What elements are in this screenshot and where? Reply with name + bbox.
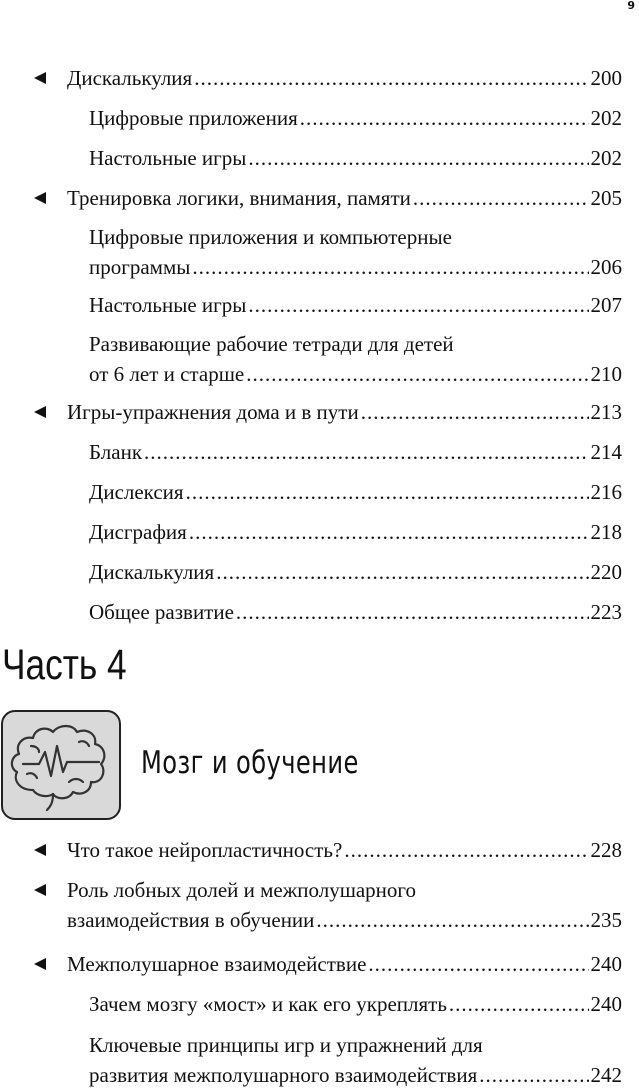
toc-page: 220 <box>590 560 622 584</box>
toc-page: 228 <box>590 838 622 862</box>
toc-page: 205 <box>590 186 622 210</box>
section-icon-box <box>1 710 121 820</box>
toc-title: Бланк <box>89 440 143 464</box>
toc-page: 218 <box>590 520 622 544</box>
toc-title: Дислексия <box>89 480 184 504</box>
toc-line <box>67 835 622 865</box>
toc-title: Зачем мозгу «мост» и как его укреплять <box>89 992 447 1016</box>
toc-line <box>89 989 622 1019</box>
triangle-bullet-icon <box>34 884 46 896</box>
toc-title: Что такое нейропластичность? <box>67 838 343 862</box>
toc-title: взаимодействия в обучении <box>67 908 315 932</box>
toc-line <box>89 1060 622 1090</box>
toc-page: 242 <box>590 1063 622 1087</box>
toc-page: 213 <box>590 400 622 424</box>
toc-line <box>89 103 622 133</box>
toc-line <box>67 905 622 935</box>
toc-page: 240 <box>590 992 622 1016</box>
triangle-bullet-icon <box>34 406 46 418</box>
toc-title: Межполушарное взаимодействие <box>67 952 367 976</box>
toc-title: Общее развитие <box>89 600 234 624</box>
toc-title: Дискалькулия <box>89 560 215 584</box>
toc-title: Настольные игры <box>89 146 247 170</box>
toc-line <box>89 290 622 320</box>
toc-line <box>89 557 622 587</box>
toc-page: 240 <box>590 952 622 976</box>
triangle-bullet-icon <box>34 192 46 204</box>
toc-page: 210 <box>590 362 622 386</box>
brain-pulse-icon <box>3 712 119 818</box>
toc-line <box>89 597 622 627</box>
triangle-bullet-icon <box>34 72 46 84</box>
toc-title: развития межполушарного взаимодействия <box>89 1063 478 1087</box>
toc-line <box>67 397 622 427</box>
toc-page: 214 <box>590 440 622 464</box>
toc-page: 202 <box>590 106 622 130</box>
toc-page: 216 <box>590 480 622 504</box>
toc-page: 202 <box>590 146 622 170</box>
toc-line <box>89 252 622 282</box>
toc-page: 200 <box>590 66 622 90</box>
toc-page: 235 <box>590 908 622 932</box>
toc-line <box>89 517 622 547</box>
toc-page: 223 <box>590 600 622 624</box>
toc-title-line1: Ключевые принципы игр и упражнений для <box>89 1033 483 1057</box>
toc-title: от 6 лет и старше <box>89 362 245 386</box>
toc-title: Цифровые приложения <box>89 106 298 130</box>
toc-line <box>89 359 622 389</box>
toc-title: Тренировка логики, внимания, памяти <box>67 186 411 210</box>
toc-page: 206 <box>590 255 622 279</box>
toc-title: Дискалькулия <box>67 66 193 90</box>
toc-line <box>67 183 622 213</box>
toc-line <box>67 63 622 93</box>
toc-title: Игры-упражнения дома и в пути <box>67 400 359 424</box>
triangle-bullet-icon <box>34 844 46 856</box>
part-title: Часть 4 <box>2 641 127 689</box>
toc-line <box>89 437 622 467</box>
triangle-bullet-icon <box>34 958 46 970</box>
page-number: 9 <box>627 0 635 12</box>
toc-line <box>89 477 622 507</box>
toc-title-line1: Развивающие рабочие тетради для детей <box>89 332 454 356</box>
toc-title-line1: Роль лобных долей и межполушарного <box>67 878 417 902</box>
toc-page: 207 <box>590 293 622 317</box>
toc-line <box>89 143 622 173</box>
toc-title: Настольные игры <box>89 293 247 317</box>
toc-title-line1: Цифровые приложения и компьютерные <box>89 225 452 249</box>
toc-line <box>67 949 622 979</box>
toc-title: Дисграфия <box>89 520 187 544</box>
toc-title: программы <box>89 255 191 279</box>
section-title: Мозг и обучение <box>141 745 359 781</box>
